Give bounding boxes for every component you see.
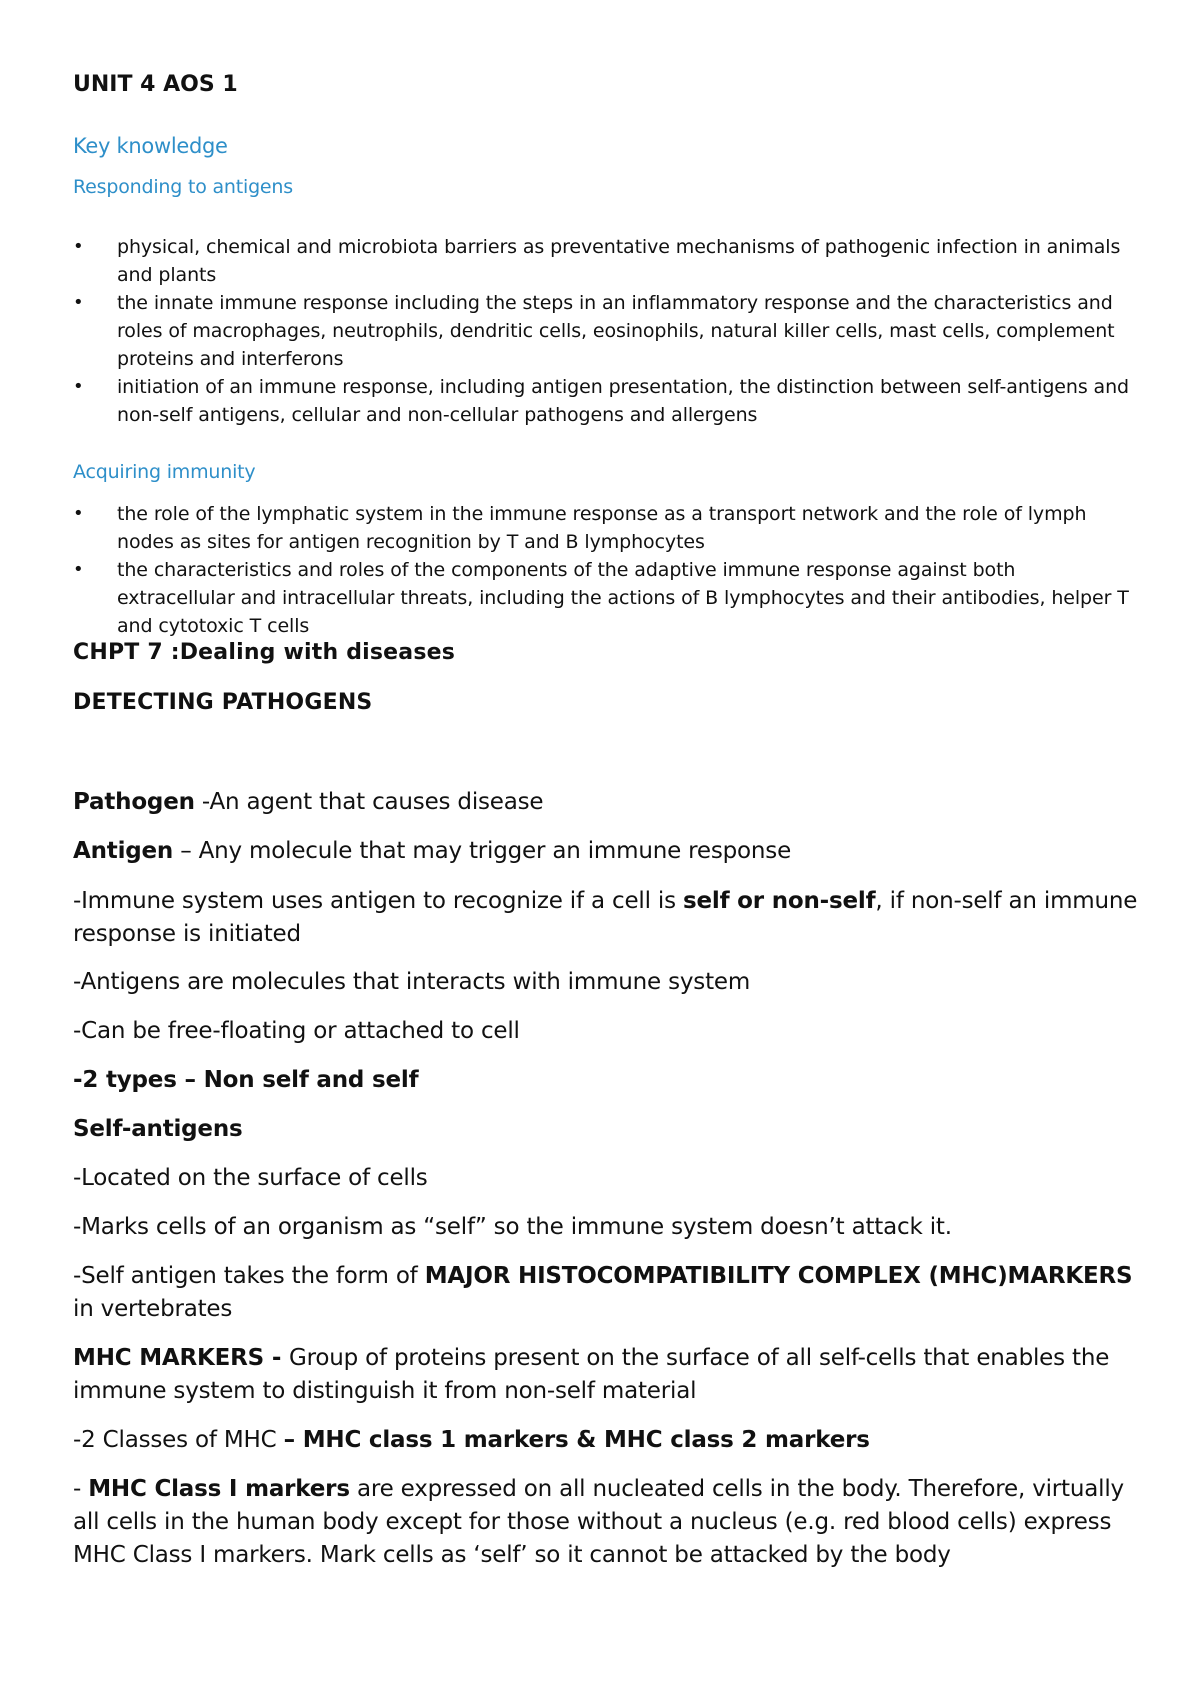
two-types-note: -2 types – Non self and self — [73, 1067, 419, 1093]
list-item — [73, 556, 1133, 640]
note-text: - — [73, 1476, 89, 1502]
list-item-text: physical, chemical and microbiota barriers as preventative mechanisms of pathogenic infection in animals and plants — [117, 236, 1121, 286]
list-item — [73, 233, 1133, 289]
mhc-def-text: Group of proteins present on the surface of all self-cells that enables the immune system to distinguish it from non-self material — [73, 1345, 1110, 1404]
acquiring-immunity-heading: Acquiring immunity — [73, 461, 256, 483]
list-item-text: initiation of an immune response, including antigen presentation, the distinction between self-antigens and non-self antigens, cellular and non-cellular pathogens and allergens — [117, 376, 1129, 426]
detecting-pathogens-heading: DETECTING PATHOGENS — [73, 690, 373, 715]
note-bold-text: self or non-self — [683, 888, 876, 914]
acquiring-bullet-list — [73, 500, 1133, 640]
note-text: in vertebrates — [73, 1296, 233, 1322]
note-bold-text: MHC Class I markers — [88, 1476, 350, 1502]
note-bold-text: MAJOR HISTOCOMPATIBILITY COMPLEX (MHC)MARKERS — [424, 1263, 1133, 1289]
list-item-text: the role of the lymphatic system in the immune response as a transport network and the role of lymph nodes as sites for antigen recognition by T and B lymphocytes — [117, 503, 1087, 553]
list-item-text: the innate immune response including the steps in an inflammatory response and the characteristics and roles of macrophages, neutrophils, dendritic cells, eosinophils, natural killer cells, mast cells, complement proteins and interferons — [117, 292, 1115, 370]
responding-to-antigens-heading: Responding to antigens — [73, 176, 293, 198]
immune-recognition-note — [73, 885, 1143, 951]
mhc-classes-note — [73, 1424, 1143, 1457]
note-bold-text: – MHC class 1 markers & MHC class 2 markers — [283, 1427, 870, 1453]
pathogen-def-text: -An agent that causes disease — [194, 789, 544, 815]
key-knowledge-heading: Key knowledge — [73, 134, 228, 158]
bullet-icon: • — [73, 503, 84, 524]
antigens-interact-note: -Antigens are molecules that interacts with immune system — [73, 969, 751, 995]
located-note: -Located on the surface of cells — [73, 1165, 428, 1191]
bullet-icon: • — [73, 376, 84, 397]
bullet-icon: • — [73, 236, 84, 257]
note-text: -2 Classes of MHC — [73, 1427, 284, 1453]
note-text: are expressed on all nucleated cells in the body. Therefore, virtually all cells in the human body except for those without a nucleus (e.g. red blood cells) express MHC Class I markers. Mark cells as ‘self’ so it cannot be attacked by the body — [73, 1476, 1124, 1568]
list-item — [73, 289, 1133, 373]
antigen-definition — [73, 835, 1143, 868]
pathogen-definition — [73, 786, 1143, 819]
note-text: -Immune system uses antigen to recognize if a cell is — [73, 888, 683, 914]
bullet-icon: • — [73, 292, 84, 313]
note-text: -Self antigen takes the form of — [73, 1263, 425, 1289]
free-floating-note: -Can be free-floating or attached to cell — [73, 1018, 520, 1044]
chapter-heading: CHPT 7 :Dealing with diseases — [73, 640, 456, 665]
mhc-markers-definition — [73, 1342, 1143, 1408]
marks-note: -Marks cells of an organism as “self” so the immune system doesn’t attack it. — [73, 1214, 952, 1240]
note-text: , if non-self an immune response is initiated — [73, 888, 1138, 947]
bullet-icon: • — [73, 559, 84, 580]
mhc-term: MHC MARKERS - — [73, 1345, 289, 1371]
self-antigen-form-note — [73, 1260, 1143, 1326]
self-antigens-heading: Self-antigens — [73, 1116, 243, 1142]
pathogen-term: Pathogen — [73, 789, 195, 815]
list-item-text: the characteristics and roles of the components of the adaptive immune response against both extracellular and intracellular threats, including the actions of B lymphocytes and their antibodies, helper T and cytotoxic T cells — [117, 559, 1129, 637]
list-item — [73, 373, 1133, 429]
antigen-def-text: – Any molecule that may trigger an immune response — [173, 838, 792, 864]
antigen-term: Antigen — [73, 838, 174, 864]
list-item — [73, 500, 1133, 556]
mhc-class1-note — [73, 1473, 1143, 1572]
document-title: UNIT 4 AOS 1 — [73, 72, 238, 97]
responding-bullet-list — [73, 233, 1133, 429]
